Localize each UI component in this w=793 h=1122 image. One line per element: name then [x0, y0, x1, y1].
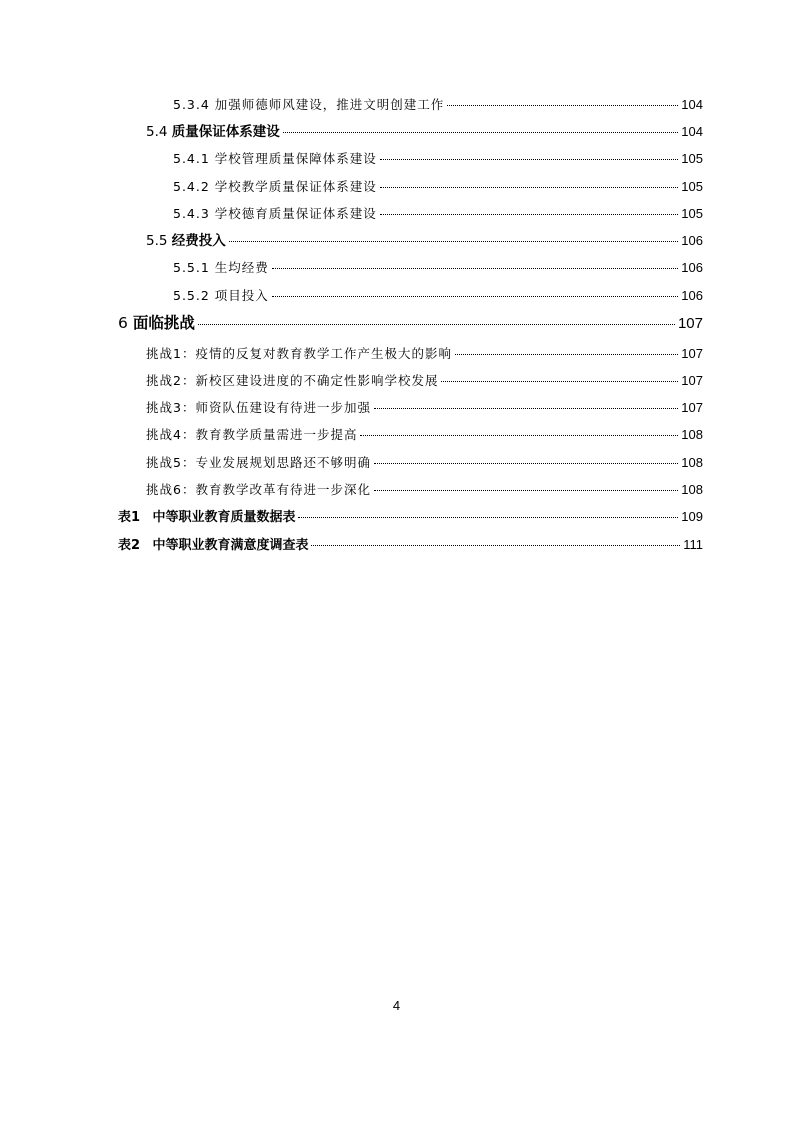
- toc-entry[interactable]: [146, 374, 703, 388]
- toc-entry-title: 质量保证体系建设: [171, 124, 280, 140]
- toc-entry-title: 经费投入: [171, 233, 226, 249]
- toc-entry-title: 生均经费: [214, 260, 269, 275]
- toc-entry[interactable]: [118, 538, 703, 552]
- toc-entry[interactable]: [173, 180, 703, 194]
- toc-entry-title: 专业发展规划思路还不够明确: [195, 455, 371, 470]
- toc-entry[interactable]: [146, 456, 703, 470]
- dot-leader: [447, 105, 678, 106]
- toc-entry-title: 师资队伍建设有待进一步加强: [195, 400, 371, 415]
- toc-entry[interactable]: [146, 483, 703, 497]
- dot-leader: [311, 545, 680, 546]
- toc-entry-number: 5.5: [146, 233, 168, 249]
- dot-leader: [283, 132, 679, 133]
- dot-leader: [229, 241, 679, 242]
- dot-leader: [455, 354, 678, 355]
- toc-entry-page: 109: [681, 509, 703, 524]
- dot-leader: [198, 324, 675, 325]
- page-number: 4: [392, 998, 401, 1013]
- toc-entry-page: 108: [681, 482, 703, 497]
- toc-entry-title: 学校管理质量保障体系建设: [214, 151, 377, 166]
- toc-entry-number: 5.5.2: [173, 288, 210, 303]
- toc-entry-number: 挑战3：: [146, 400, 196, 415]
- dot-leader: [441, 381, 678, 382]
- toc-entry-title: 教育教学改革有待进一步深化: [195, 482, 371, 497]
- toc-entry-number: 挑战1：: [146, 346, 196, 361]
- toc-entry-number: 表2: [118, 538, 141, 553]
- toc-entry-number: 挑战5：: [146, 455, 196, 470]
- toc-entry[interactable]: [173, 98, 703, 112]
- toc-entry-number: 5.5.1: [173, 260, 210, 275]
- toc-entry-page: 111: [683, 537, 703, 552]
- toc-entry-title: 项目投入: [214, 288, 269, 303]
- toc-entry-title: 疫情的反复对教育教学工作产生极大的影响: [195, 346, 452, 361]
- toc-entry-page: 108: [681, 427, 703, 442]
- toc-entry-page: 106: [681, 260, 703, 275]
- toc-entry-page: 108: [681, 455, 703, 470]
- toc-entry-page: 104: [681, 97, 703, 112]
- toc-entry[interactable]: [146, 234, 703, 249]
- dot-leader: [272, 268, 678, 269]
- toc-entry[interactable]: [173, 152, 703, 166]
- toc-entry-page: 107: [681, 346, 703, 361]
- toc-entry-number: 5.4.1: [173, 151, 210, 166]
- toc-entry[interactable]: [146, 401, 703, 415]
- toc-entry-title: 中等职业教育满意度调查表: [152, 538, 309, 553]
- toc-entry-page: 106: [681, 233, 703, 248]
- dot-leader: [374, 408, 678, 409]
- toc-entry[interactable]: [173, 207, 703, 221]
- dot-leader: [272, 296, 678, 297]
- toc-entry-title: 面临挑战: [132, 314, 195, 332]
- toc-entry-title: 教育教学质量需进一步提高: [195, 427, 358, 442]
- toc-entry[interactable]: [146, 125, 703, 140]
- toc-entry-title: 加强师德师风建设，推进文明创建工作: [214, 97, 445, 112]
- toc-entry-page: 105: [681, 206, 703, 221]
- toc-entry[interactable]: [118, 510, 703, 524]
- toc-entry-title: 新校区建设进度的不确定性影响学校发展: [195, 373, 439, 388]
- toc-entry-page: 105: [681, 151, 703, 166]
- dot-leader: [360, 435, 678, 436]
- toc-entry-number: 5.3.4: [173, 97, 210, 112]
- toc-entry-page: 104: [681, 124, 703, 139]
- toc-entry-number: 挑战2：: [146, 373, 196, 388]
- toc-entry-page: 105: [681, 179, 703, 194]
- toc-entry[interactable]: [146, 347, 703, 361]
- toc-entry[interactable]: [173, 261, 703, 275]
- toc-entry[interactable]: [118, 316, 703, 332]
- toc-entry-number: 5.4.3: [173, 206, 210, 221]
- toc-entry-title: 学校德育质量保证体系建设: [214, 206, 377, 221]
- toc-entry[interactable]: [146, 428, 703, 442]
- toc-entry-number: 挑战6：: [146, 482, 196, 497]
- toc-entry-page: 107: [681, 400, 703, 415]
- toc-entry-page: 106: [681, 288, 703, 303]
- dot-leader: [374, 490, 678, 491]
- toc-entry-number: 5.4.2: [173, 179, 210, 194]
- toc-entry-number: 表1: [118, 510, 141, 525]
- toc-entry-number: 6: [118, 314, 128, 332]
- dot-leader: [374, 463, 678, 464]
- toc-entry-number: 挑战4：: [146, 427, 196, 442]
- toc-entry-title: 中等职业教育质量数据表: [152, 510, 296, 525]
- toc-entry-page: 107: [677, 315, 703, 332]
- toc-entry[interactable]: [173, 289, 703, 303]
- toc-entry-number: 5.4: [146, 124, 168, 140]
- dot-leader: [380, 187, 678, 188]
- dot-leader: [380, 159, 678, 160]
- dot-leader: [298, 517, 678, 518]
- toc-entry-title: 学校教学质量保证体系建设: [214, 179, 377, 194]
- toc-entry-page: 107: [681, 373, 703, 388]
- dot-leader: [380, 214, 678, 215]
